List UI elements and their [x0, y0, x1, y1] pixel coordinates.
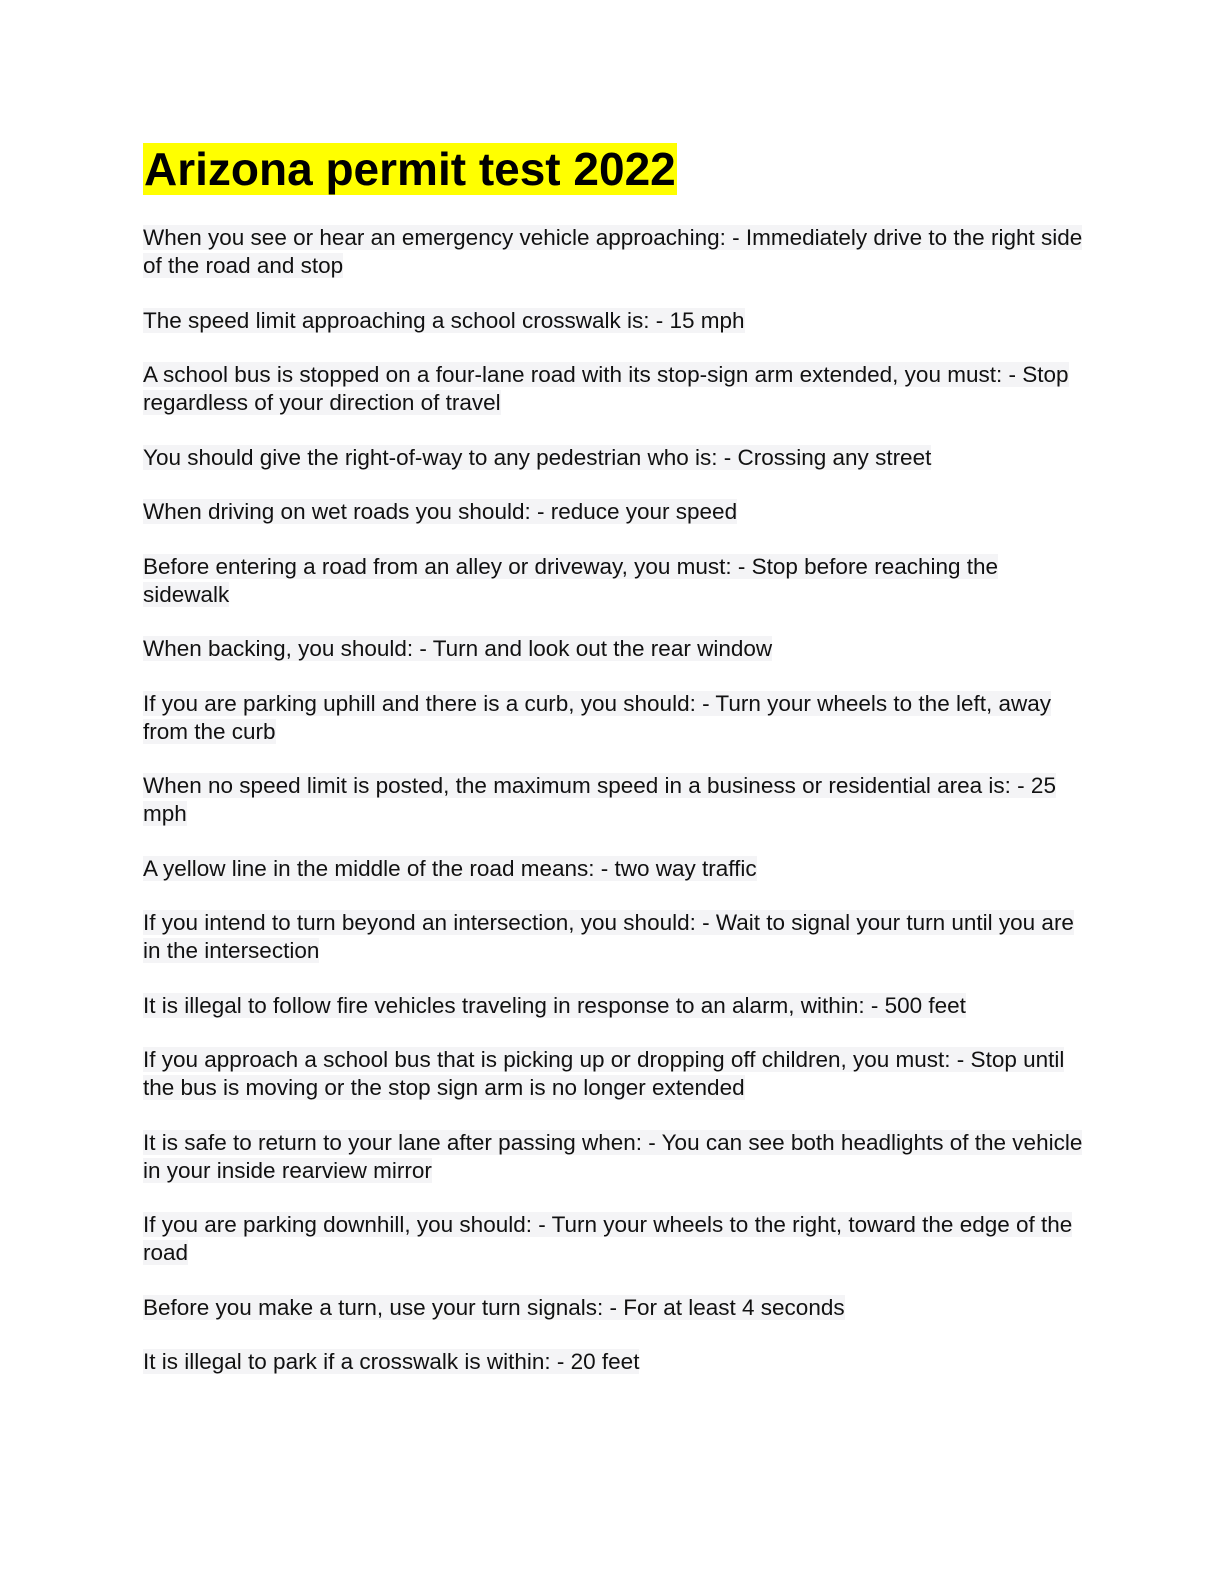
qa-item-text: If you are parking downhill, you should: - Turn your wheels to the right, toward the edge of the road	[143, 1212, 1073, 1265]
qa-item-text: Before you make a turn, use your turn signals: - For at least 4 seconds	[143, 1294, 845, 1320]
qa-item-text: If you are parking uphill and there is a curb, you should: - Turn your wheels to the left, away from the curb	[143, 690, 1051, 744]
qa-item	[143, 1348, 1083, 1376]
qa-item	[143, 444, 1083, 472]
document-title-text: Arizona permit test 2022	[144, 143, 676, 195]
qa-item-text: If you intend to turn beyond an intersection, you should: - Wait to signal your turn until you are in the intersection	[143, 910, 1074, 963]
qa-item	[143, 690, 1083, 746]
qa-item-text: When no speed limit is posted, the maximum speed in a business or residential area is: - 25 mph	[143, 773, 1056, 826]
qa-item-text: It is illegal to park if a crosswalk is within: - 20 feet	[143, 1349, 640, 1374]
qa-item	[143, 498, 1083, 526]
qa-item	[143, 307, 1083, 335]
qa-item-text: When driving on wet roads you should: - reduce your speed	[143, 499, 738, 524]
qa-item-text: If you approach a school bus that is picking up or dropping off children, you must: - Stop until the bus is moving or the stop sign arm is no longer extended	[143, 1047, 1065, 1100]
qa-item-text: When you see or hear an emergency vehicle approaching: - Immediately drive to the right side of the road and stop	[143, 225, 1083, 278]
qa-item	[143, 553, 1083, 609]
qa-item	[143, 1046, 1083, 1102]
qa-item-text: You should give the right-of-way to any pedestrian who is: - Crossing any street	[143, 444, 932, 470]
qa-item	[143, 855, 1083, 883]
qa-item	[143, 361, 1083, 417]
qa-item-text: It is illegal to follow fire vehicles traveling in response to an alarm, within: - 500 feet	[143, 992, 966, 1018]
qa-item-text: Before entering a road from an alley or driveway, you must: - Stop before reaching the sidewalk	[143, 553, 999, 607]
qa-item-text: A yellow line in the middle of the road means: - two way traffic	[143, 855, 757, 881]
qa-item-text: A school bus is stopped on a four-lane road with its stop-sign arm extended, you must: - Stop regardless of your direction of travel	[143, 362, 1069, 415]
qa-item	[143, 1294, 1083, 1322]
document-title	[143, 140, 677, 198]
qa-item-text: When backing, you should: - Turn and look out the rear window	[143, 636, 773, 661]
qa-item	[143, 909, 1083, 965]
qa-item	[143, 1129, 1083, 1185]
qa-item	[143, 992, 1083, 1020]
qa-item	[143, 224, 1083, 280]
qa-item	[143, 635, 1083, 663]
question-answer-list	[143, 224, 1083, 1403]
qa-item	[143, 772, 1083, 828]
qa-item-text: It is safe to return to your lane after passing when: - You can see both headlights of the vehicle in your inside rearview mirror	[143, 1129, 1083, 1183]
qa-item-text: The speed limit approaching a school crosswalk is: - 15 mph	[143, 307, 745, 333]
qa-item	[143, 1211, 1083, 1267]
